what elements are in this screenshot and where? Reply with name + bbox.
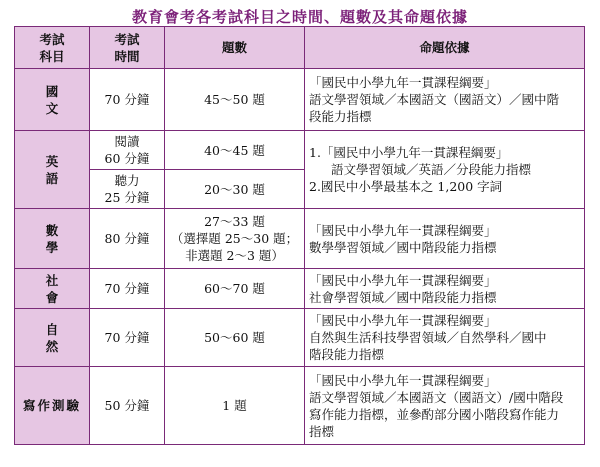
basis-line: 「國民中小學九年一貫課程綱要」 [309, 372, 497, 388]
count-line: （選擇題 25～30 題； [170, 231, 299, 246]
subject-cell: 社會 [15, 269, 90, 309]
basis-line: 語文學習領域／英語／分段能力指標 [331, 162, 532, 177]
table-row [15, 309, 585, 367]
subject-cell: 數學 [15, 209, 90, 269]
basis-line: 「國民中小學九年一貫課程綱要」 [309, 272, 497, 288]
header-subject-line2: 科目 [39, 48, 65, 64]
basis-line: 寫作能力指標，並參酌部分國小階段寫作能力 [309, 406, 560, 422]
basis-line: 社會學習領域／國中階段能力指標 [309, 289, 497, 305]
basis-line: 段能力指標 [309, 109, 372, 124]
header-time-line2: 時間 [114, 48, 140, 64]
header-subject [15, 27, 90, 69]
header-count: 題數 [165, 27, 305, 69]
header-row [15, 27, 585, 69]
count-cell: 45～50 題 [165, 69, 305, 131]
basis-cell [305, 309, 585, 367]
table-row [15, 131, 585, 170]
count-cell: 1 題 [165, 367, 305, 445]
time-cell [90, 131, 165, 170]
table-row [15, 209, 585, 269]
count-cell: 40～45 題 [165, 131, 305, 170]
basis-line: 語文學習領域／本國語文（國語文）／國中階 [309, 92, 560, 107]
basis-line: 數學學習領域／國中階段能力指標 [309, 239, 497, 255]
time-cell: 80 分鐘 [90, 209, 165, 269]
basis-cell [305, 209, 585, 269]
header-time [90, 27, 165, 69]
table-row [15, 367, 585, 445]
time-cell [90, 170, 165, 209]
basis-line: 1.「國民中小學九年一貫課程綱要」 [309, 145, 509, 160]
page-title: 教育會考各考試科目之時間、題數及其命題依據 [131, 8, 468, 26]
time-line: 60 分鐘 [104, 151, 150, 166]
table-row [15, 69, 585, 131]
basis-line: 「國民中小學九年一貫課程綱要」 [309, 222, 497, 238]
basis-line: 「國民中小學九年一貫課程綱要」 [309, 75, 497, 90]
time-line: 聽力 [114, 173, 140, 188]
basis-line: 指標 [309, 423, 335, 439]
header-basis: 命題依據 [305, 27, 585, 69]
subject-cell: 國文 [15, 69, 90, 131]
count-cell: 60～70 題 [165, 269, 305, 309]
time-cell: 70 分鐘 [90, 69, 165, 131]
time-line: 閱讀 [114, 134, 140, 149]
table-row [15, 269, 585, 309]
subject-cell: 自然 [15, 309, 90, 367]
header-time-line1: 考試 [114, 31, 140, 47]
basis-line: 2.國民中小學最基本之 1,200 字詞 [309, 179, 503, 194]
basis-line: 語文學習領域／本國語文（國語文）/國中階段 [309, 389, 564, 405]
time-cell: 70 分鐘 [90, 309, 165, 367]
header-subject-line1: 考試 [39, 31, 65, 47]
count-line: 非選題 2～3 題） [185, 248, 284, 263]
count-cell [165, 209, 305, 269]
basis-line: 階段能力指標 [309, 347, 385, 362]
subject-cell: 寫作測驗 [15, 367, 90, 445]
count-line: 27～33 題 [204, 214, 265, 229]
count-cell: 20～30 題 [165, 170, 305, 209]
basis-cell [305, 269, 585, 309]
subject-cell: 英語 [15, 131, 90, 209]
time-cell: 50 分鐘 [90, 367, 165, 445]
exam-table [14, 26, 585, 445]
basis-cell [305, 69, 585, 131]
basis-cell [305, 367, 585, 445]
time-line: 25 分鐘 [104, 190, 150, 205]
time-cell: 70 分鐘 [90, 269, 165, 309]
basis-line: 自然與生活科技學習領域／自然學科／國中 [309, 330, 547, 345]
count-cell: 50～60 題 [165, 309, 305, 367]
basis-line: 「國民中小學九年一貫課程綱要」 [309, 313, 497, 328]
basis-cell [305, 131, 585, 209]
